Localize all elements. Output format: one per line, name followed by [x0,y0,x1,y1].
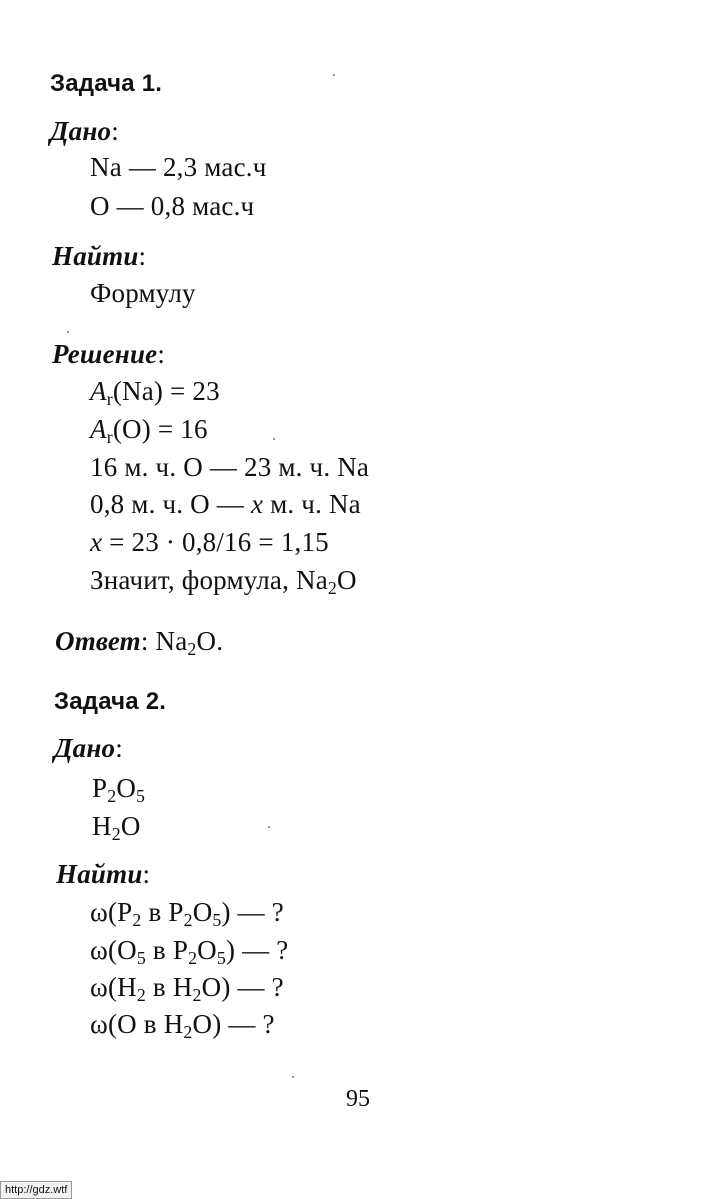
task1-solution-ratio: 16 м. ч. O — 23 м. ч. Na [90,452,370,482]
task1-solution-ar-na: $A_r(Na) = 23$ [90,376,220,409]
task1-solution-proportion: 0,8 м. ч. O — x м. ч. Na [90,489,361,519]
task1-solution-calc: x = 23 · 0,8/16 = 1,15 [90,527,329,557]
scan-speck [67,331,69,333]
task1-given-heading: Дано: [50,116,119,146]
task1-find-formula: Формулу [90,278,196,308]
scan-speck [292,1076,294,1078]
task1-solution-conclusion: Значит, формула, $Na_2O$ [90,565,357,598]
task2-given-p2o5: $P_2O_5$ [92,773,146,806]
page-number: 95 [346,1086,370,1112]
source-url-label[interactable]: http://gdz.wtf [0,1181,72,1199]
task2-find-p-in-p2o5: $\omega(P_2$ в $P_2O_5$) — ? [90,897,284,930]
task1-title: Задача 1. [50,70,163,97]
task1-answer: Ответ: $Na_2O$. [55,626,224,659]
task2-given-h2o: $H_2O$ [92,811,141,844]
task1-solution-heading: Решение: [52,339,166,369]
task2-title: Задача 2. [54,688,167,715]
scan-speck [273,438,275,440]
scan-speck [333,74,335,76]
task1-given-oxygen: O — 0,8 мас.ч [90,191,255,221]
task1-solution-ar-o: $A_r(O) = 16$ [90,414,208,447]
task1-given-sodium: Na — 2,3 мас.ч [90,152,267,182]
task2-given-heading: Дано: [54,733,123,763]
task2-find-o-in-p2o5: $\omega(O_5$ в $P_2O_5$) — ? [90,935,289,968]
task2-find-o-in-h2o: ω(O в $H_2O$) — ? [90,1009,275,1042]
scan-speck [268,826,270,828]
task1-find-heading: Найти: [52,241,147,271]
task2-find-h-in-h2o: $\omega(H_2$ в $H_2O$) — ? [90,972,284,1005]
task2-find-heading: Найти: [56,859,151,889]
